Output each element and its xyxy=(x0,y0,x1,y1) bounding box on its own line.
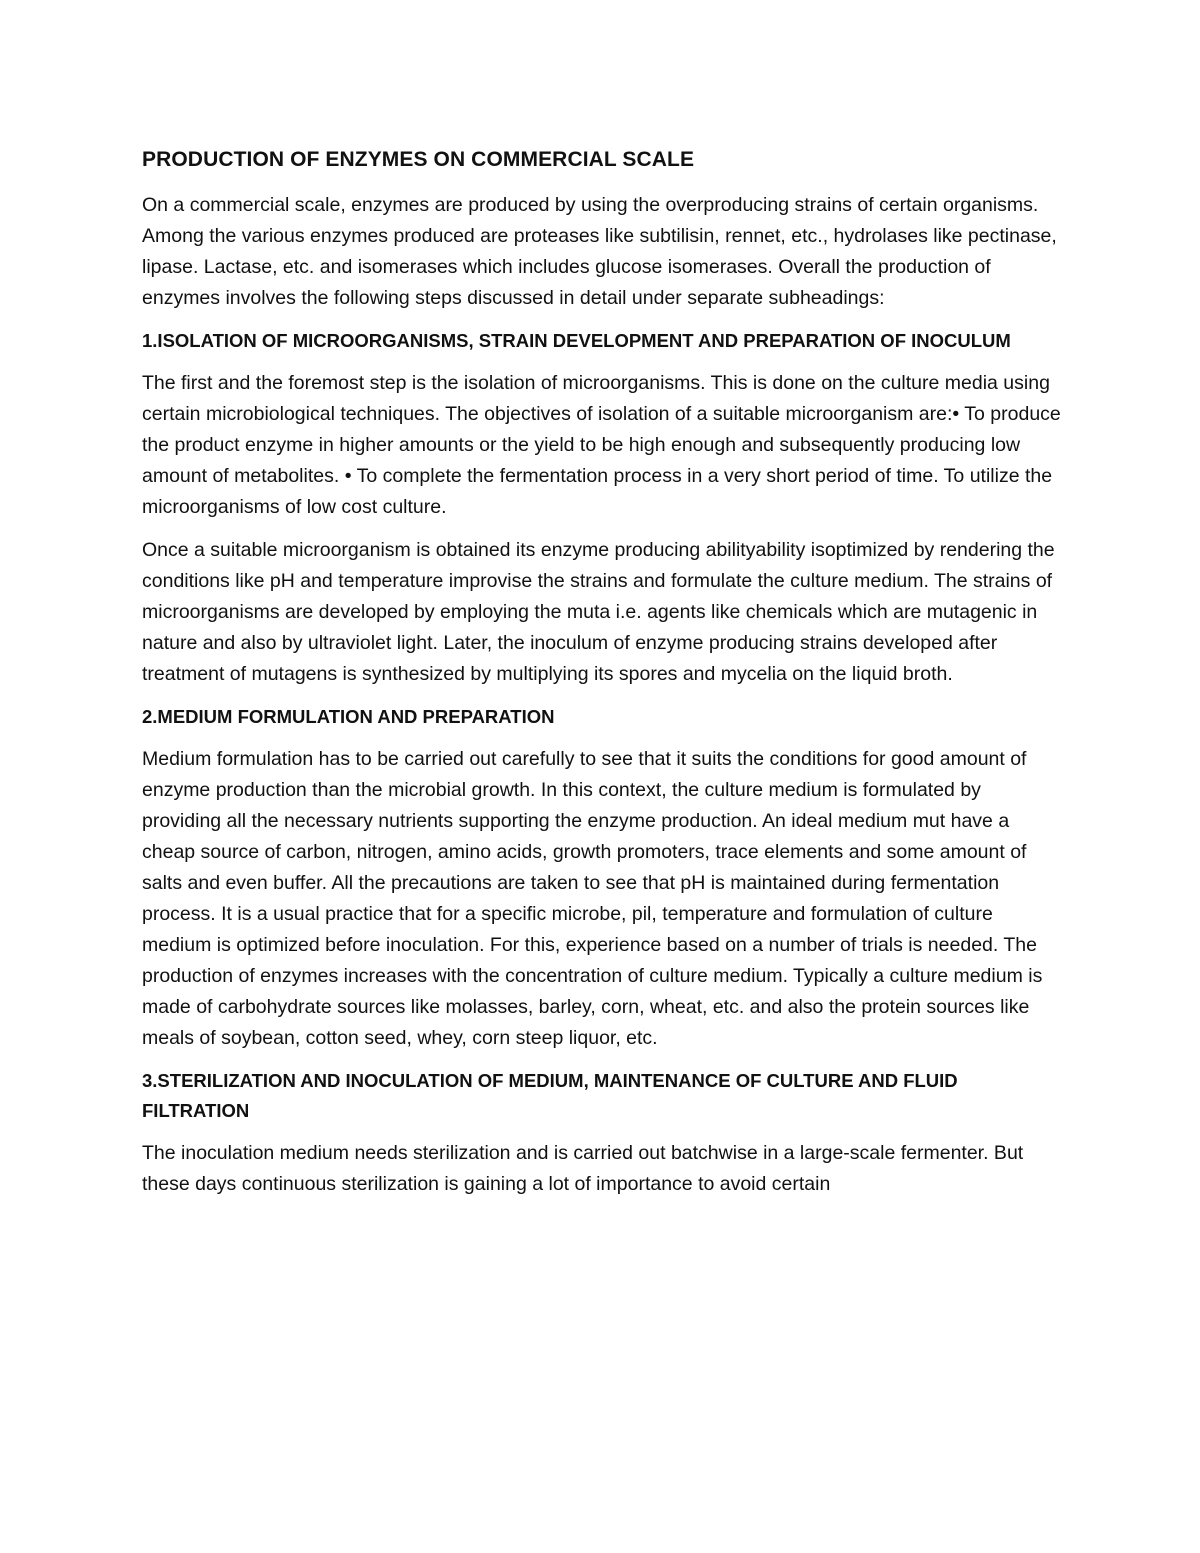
document-body xyxy=(142,146,1062,1212)
section-1-heading: 1.ISOLATION OF MICROORGANISMS, STRAIN DEVELOPMENT AND PREPARATION OF INOCULUM xyxy=(142,330,1011,351)
section-3-heading: 3.STERILIZATION AND INOCULATION OF MEDIUM, MAINTENANCE OF CULTURE AND FLUID FILTRATION xyxy=(142,1070,958,1121)
intro-paragraph: On a commercial scale, enzymes are produced by using the overproducing strains of certain organisms. Among the various enzymes produced are proteases like subtilisin, rennet, etc., hydrolases like pectinase, lipase. Lactase, etc. and isomerases which includes glucose isomerases. Overall the production of enzymes involves the following steps discussed in detail under separate subheadings: xyxy=(142,194,1057,309)
document-title: PRODUCTION OF ENZYMES ON COMMERCIAL SCALE xyxy=(142,148,695,171)
section-3-paragraph-1: The inoculation medium needs sterilization and is carried out batchwise in a large-scale fermenter. But these days continuous sterilization is gaining a lot of importance to avoid certain xyxy=(142,1142,1024,1195)
section-2-paragraph-1: Medium formulation has to be carried out carefully to see that it suits the conditions for good amount of enzyme production than the microbial growth. In this context, the culture medium is formulated by providing all the necessary nutrients supporting the enzyme production. An ideal medium mut have a cheap source of carbon, nitrogen, amino acids, growth promoters, trace elements and some amount of salts and even buffer. All the precautions are taken to see that pH is maintained during fermentation process. It is a usual practice that for a specific microbe, pil, temperature and formulation of culture medium is optimized before inoculation. For this, experience based on a number of trials is needed. The production of enzymes increases with the concentration of culture medium. Typically a culture medium is made of carbohydrate sources like molasses, barley, corn, wheat, etc. and also the protein sources like meals of soybean, cotton seed, whey, corn steep liquor, etc. xyxy=(142,748,1043,1049)
section-1-paragraph-2: Once a suitable microorganism is obtained its enzyme producing abilityability isoptimized by rendering the conditions like pH and temperature improvise the strains and formulate the culture medium. The strains of microorganisms are developed by employing the muta i.e. agents like chemicals which are mutagenic in nature and also by ultraviolet light. Later, the inoculum of enzyme producing strains developed after treatment of mutagens is synthesized by multiplying its spores and mycelia on the liquid broth. xyxy=(142,539,1055,685)
section-1-paragraph-1: The first and the foremost step is the isolation of microorganisms. This is done on the culture media using certain microbiological techniques. The objectives of isolation of a suitable microorganism are:• To produce the product enzyme in higher amounts or the yield to be high enough and subsequently producing low amount of metabolites. • To complete the fermentation process in a very short period of time. To utilize the microorganisms of low cost culture. xyxy=(142,372,1061,518)
section-2-heading: 2.MEDIUM FORMULATION AND PREPARATION xyxy=(142,706,555,727)
